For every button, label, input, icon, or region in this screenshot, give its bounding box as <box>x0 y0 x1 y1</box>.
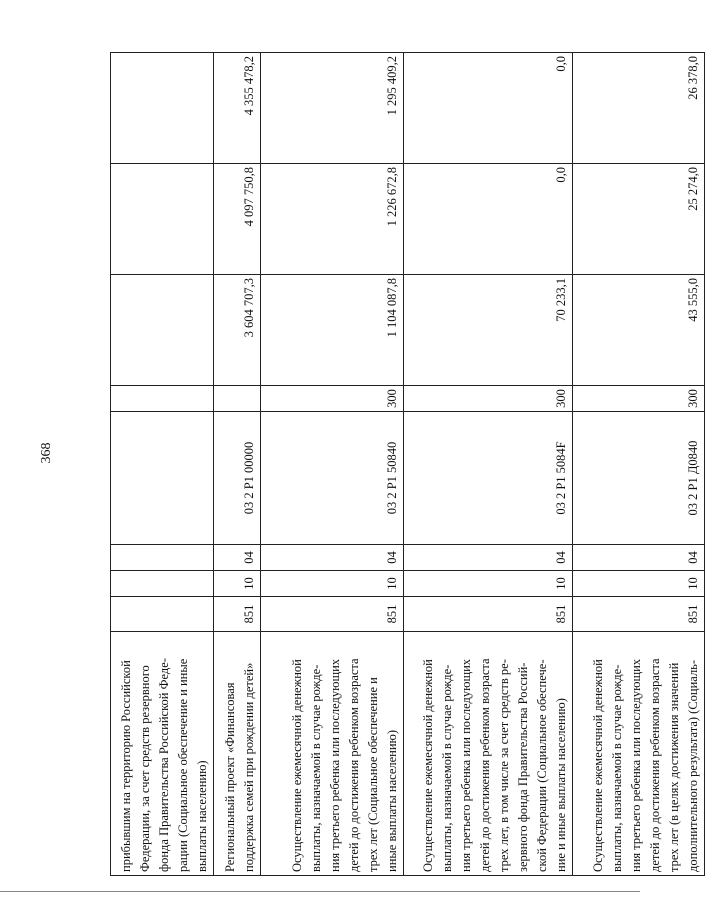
subsection-code-cell <box>111 545 214 571</box>
description-line: детей до достижения ребенком возраста <box>478 658 492 872</box>
description-line: Федерации, за счет средств резервного <box>138 665 152 872</box>
budget-table-rotated <box>110 53 700 876</box>
description-line: Региональный проект «Финансовая <box>223 682 237 872</box>
section-code-cell <box>111 571 214 597</box>
ministry-code-cell <box>111 597 214 632</box>
description-line: трех лет (Социальное обеспечение и <box>366 677 380 872</box>
row-description <box>404 632 573 876</box>
amount-year-1-cell <box>111 275 214 386</box>
row-description <box>261 632 404 876</box>
description-line: ния третьего ребенка или последующих <box>328 658 342 872</box>
description-line: трех лет (в целях достижения значений <box>667 662 681 872</box>
page-number: 368 <box>39 442 54 464</box>
target-article-cell <box>111 412 214 545</box>
ministry-code-cell: 851 <box>261 597 404 632</box>
description-line: прибывшим на территорию Российской <box>119 660 133 872</box>
budget-table <box>110 52 705 876</box>
amount-year-2-cell: 4 097 750,8 <box>214 164 261 275</box>
subsection-code-cell: 04 <box>214 545 261 571</box>
description-line: ние и иные выплаты населению) <box>554 698 568 872</box>
description-line: ния третьего ребенка или последующих <box>629 658 643 872</box>
description-line: трех лет, в том числе за счет средств ре- <box>497 659 511 872</box>
description-line: ской Федерации (Социальное обеспече- <box>535 659 549 872</box>
amount-year-3-cell: 4 355 478,2 <box>214 53 261 164</box>
section-code-cell: 10 <box>404 571 573 597</box>
amount-year-3-cell: 1 295 409,2 <box>261 53 404 164</box>
target-article-cell: 03 2 Р1 5084F <box>404 412 573 545</box>
target-article-cell: 03 2 Р1 50840 <box>261 412 404 545</box>
table-row <box>214 53 261 876</box>
target-article-cell: 03 2 Р1 00000 <box>214 412 261 545</box>
expense-type-cell: 300 <box>573 386 705 412</box>
description-line: рации (Социальное обеспечение и иные <box>176 658 190 872</box>
amount-year-2-cell: 0,0 <box>404 164 573 275</box>
ministry-code-cell: 851 <box>573 597 705 632</box>
description-line: поддержка семей при рождении детей» <box>242 662 256 872</box>
table-row <box>404 53 573 876</box>
description-line: выплаты, назначаемой в случае рожде- <box>309 664 323 872</box>
row-description <box>111 632 214 876</box>
description-line: иные выплаты населению) <box>385 729 399 872</box>
amount-year-1-cell: 43 555,0 <box>573 275 705 386</box>
section-code-cell: 10 <box>261 571 404 597</box>
section-code-cell: 10 <box>573 571 705 597</box>
amount-year-2-cell: 1 226 672,8 <box>261 164 404 275</box>
section-code-cell: 10 <box>214 571 261 597</box>
amount-year-2-cell <box>111 164 214 275</box>
description-line: Осуществление ежемесячной денежной <box>591 659 605 872</box>
amount-year-1-cell: 3 604 707,3 <box>214 275 261 386</box>
table-row <box>261 53 404 876</box>
amount-year-1-cell: 70 233,1 <box>404 275 573 386</box>
description-line: детей до достижения ребенком возраста <box>347 658 361 872</box>
amount-year-3-cell: 0,0 <box>404 53 573 164</box>
description-line: выплаты, назначаемой в случае рожде- <box>610 664 624 872</box>
expense-type-cell: 300 <box>404 386 573 412</box>
description-line: фонда Правительства Российской Феде- <box>157 658 171 872</box>
ministry-code-cell: 851 <box>214 597 261 632</box>
footer-rule <box>0 891 640 892</box>
description-line: дополнительного результата) (Социаль- <box>686 659 700 872</box>
description-line: выплаты населению) <box>195 760 209 872</box>
subsection-code-cell: 04 <box>573 545 705 571</box>
subsection-code-cell: 04 <box>404 545 573 571</box>
expense-type-cell <box>214 386 261 412</box>
description-line: Осуществление ежемесячной денежной <box>290 659 304 872</box>
target-article-cell: 03 2 Р1 Д0840 <box>573 412 705 545</box>
expense-type-cell: 300 <box>261 386 404 412</box>
description-line: Осуществление ежемесячной денежной <box>421 659 435 872</box>
amount-year-1-cell: 1 104 087,8 <box>261 275 404 386</box>
amount-year-3-cell: 26 378,0 <box>573 53 705 164</box>
amount-year-2-cell: 25 274,0 <box>573 164 705 275</box>
amount-year-3-cell <box>111 53 214 164</box>
row-description <box>573 632 705 876</box>
description-line: детей до достижения ребенком возраста <box>648 658 662 872</box>
row-description <box>214 632 261 876</box>
expense-type-cell <box>111 386 214 412</box>
description-line: ния третьего ребенка или последующих <box>459 658 473 872</box>
ministry-code-cell: 851 <box>404 597 573 632</box>
subsection-code-cell: 04 <box>261 545 404 571</box>
table-row <box>111 53 214 876</box>
description-line: зервного фонда Правительства Россий- <box>516 662 530 872</box>
table-row <box>573 53 705 876</box>
description-line: выплаты, назначаемой в случае рожде- <box>440 664 454 872</box>
